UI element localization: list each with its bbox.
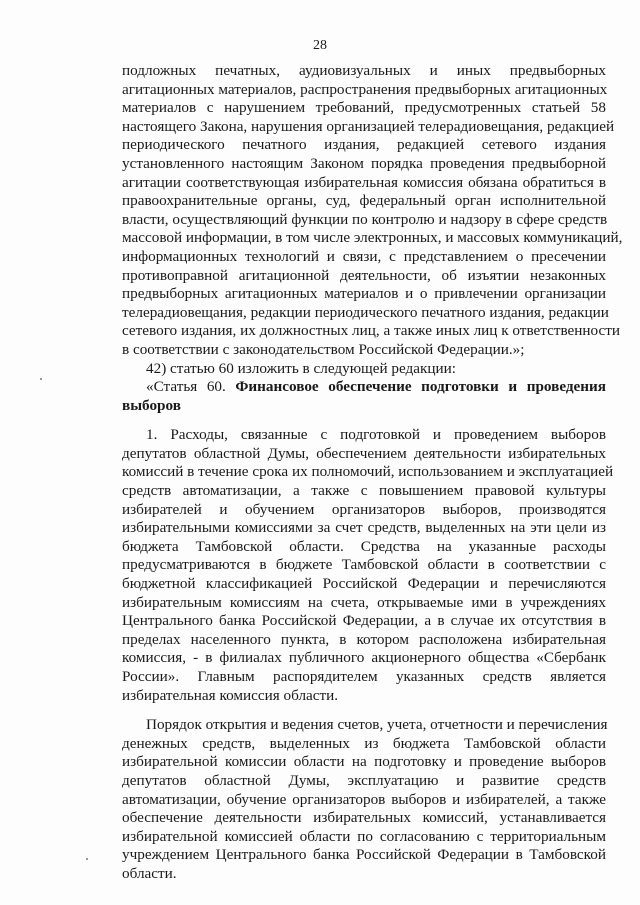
article-heading-line (122, 378, 606, 397)
scan-speck (86, 858, 88, 860)
amendment-item-42: 42) статью 60 изложить в следующей редакции: (146, 359, 456, 377)
paragraph-2 (122, 426, 614, 705)
scan-speck (40, 378, 42, 380)
text-line: Центрального банка Российской Федерации, а в случае их отсутствия в (122, 612, 606, 630)
text-line: настоящего Закона, нарушения организацией телерадиовещания, редакцией (122, 117, 615, 135)
spacer (122, 705, 606, 716)
text-line: избирателей и обучением организаторов выборов, производятся (122, 500, 606, 518)
text-line: избирательными комиссиями за счет средств, выделенных на эти цели из (122, 519, 606, 537)
text-line: агитации соответствующая избирательная комиссия обязана обратиться в (122, 173, 606, 191)
text-line: предусматриваются в бюджете Тамбовской области в соответствии с (122, 556, 606, 574)
text-line: комиссий в течение срока их полномочий, использованием и эксплуатацией (122, 463, 614, 481)
paragraph-1 (122, 62, 623, 360)
text-line: средств автоматизации, а также с повышением правовой культуры (122, 482, 606, 500)
text-line: подложных печатных, аудиовизуальных и иных предвыборных (122, 62, 606, 79)
paragraph-3 (122, 716, 606, 883)
text-line: предвыборных агитационных материалов и о привлечении организации (122, 285, 606, 303)
text-line: установленного настоящим Законом порядка проведения предвыборной (122, 154, 606, 172)
text-line: информационных технологий и связи, с представлением о пресечении (122, 247, 606, 265)
text-line: власти, осуществляющий функции по контролю и надзору в сфере средств (122, 210, 608, 228)
text-line: пределах населенного пункта, в котором расположена избирательная (122, 630, 606, 648)
text-line: бюджетной классификацией Российской Федерации и перечисляются (122, 575, 606, 593)
text-line: бюджета Тамбовской области. Средства на указанные расходы (122, 537, 606, 555)
text-line: автоматизации, обучение организаторов выборов и избирателей, а также (122, 790, 606, 808)
text-line: обеспечение деятельности избирательных комиссий, устанавливается (122, 809, 606, 827)
text-line: денежных средств, выделенных из бюджета Тамбовской области (122, 734, 606, 752)
text-line: депутатов областной Думы, обеспечением деятельности избирательных (122, 444, 606, 462)
article-number: «Статья 60. (146, 378, 226, 396)
text-line: в соответствии с законодательством Российской Федерации.»; (122, 340, 525, 358)
article-heading (122, 378, 606, 415)
text-line: телерадиовещания, редакции периодического печатного издания, редакции (122, 303, 609, 321)
article-title: Финансовое обеспечение подготовки и проведения (235, 378, 607, 396)
text-line: правоохранительные органы, суд, федеральный орган исполнительной (122, 192, 606, 210)
text-line: избирательная комиссия области. (122, 686, 339, 704)
text-line: материалов с нарушением требований, предусмотренных статьей 58 (122, 99, 606, 117)
text-line: учреждением Центрального банка Российской Федерации в Тамбовской (122, 846, 606, 864)
page-number: 28 (313, 38, 327, 53)
text-line: комиссия, - в филиалах публичного акционерного общества «Сбербанк (122, 649, 606, 667)
text-line: избирательной комиссией области по согласованию с территориальным (122, 827, 606, 845)
text-line: Порядок открытия и ведения счетов, учета, отчетности и перечисления (146, 716, 608, 734)
text-line: России». Главным распорядителем указанных средств является (122, 668, 606, 685)
text-line: 1. Расходы, связанные с подготовкой и проведением выборов (146, 426, 606, 444)
text-line: массовой информации, в том числе электронных, и массовых коммуникаций, (122, 229, 623, 247)
text-line: противоправной агитационной деятельности, об изъятии незаконных (122, 266, 606, 284)
text-line: периодического печатного издания, редакцией сетевого издания (122, 136, 606, 154)
article-title-continuation: выборов (122, 396, 181, 414)
text-line: области. (122, 864, 177, 882)
spacer (122, 415, 606, 426)
text-line: агитационных материалов, распространения предвыборных агитационных (122, 80, 608, 98)
text-line: сетевого издания, их должностных лиц, а также иных лиц к ответственности (122, 322, 621, 340)
text-line: избирательной комиссии области на подготовку и проведение выборов (122, 753, 606, 771)
document-body (122, 62, 623, 884)
text-line: депутатов областной Думы, эксплуатацию и развитие средств (122, 771, 606, 789)
text-line: избирательным комиссиям на счета, открываемые ими в учреждениях (122, 593, 606, 611)
